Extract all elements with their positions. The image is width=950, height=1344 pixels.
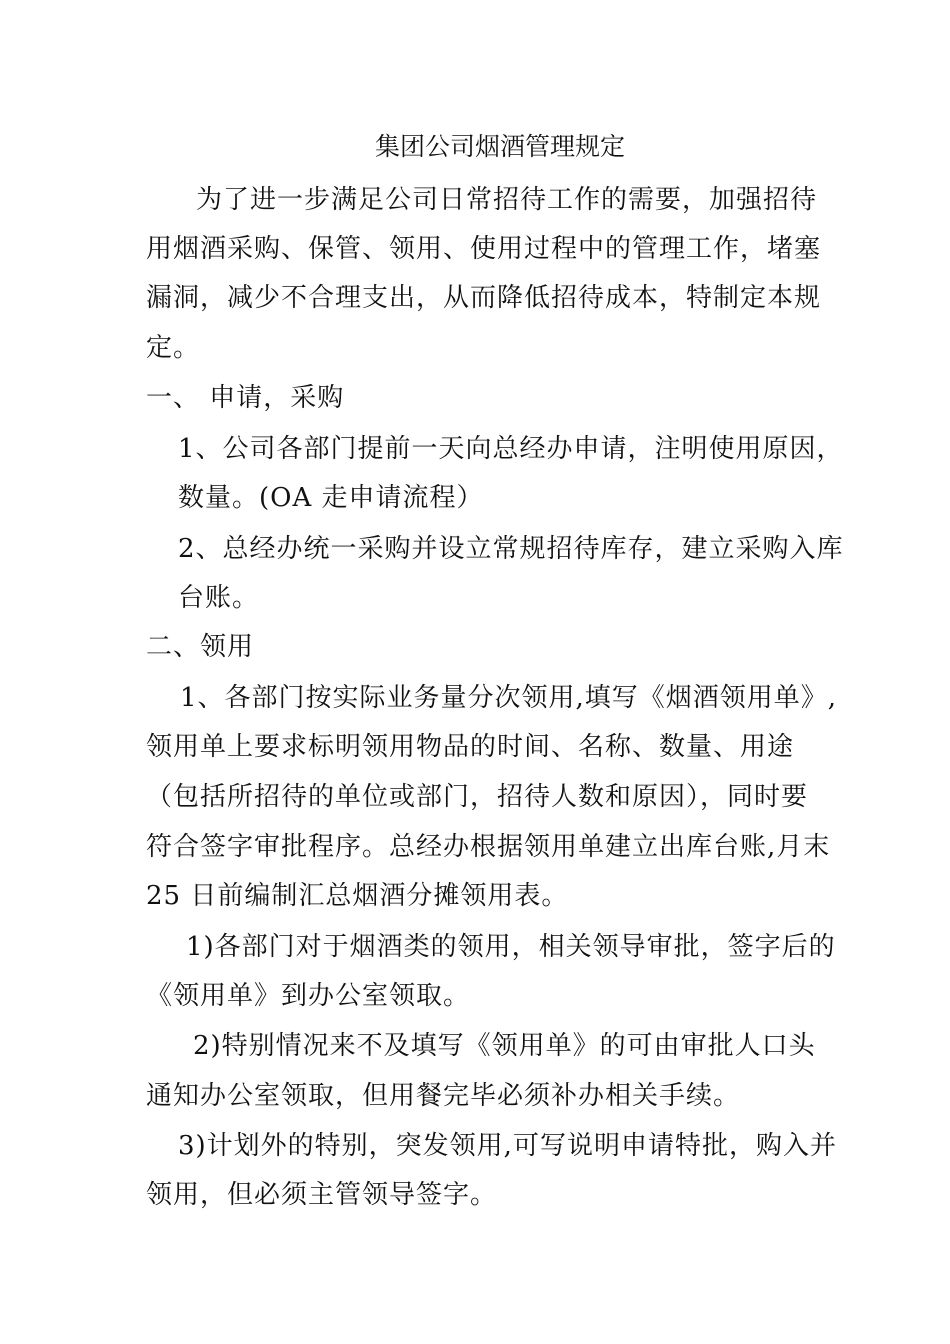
intro-line-3: 漏洞，减少不合理支出，从而降低招待成本，特制定本规 [146, 283, 822, 313]
section2-sub3-line-1: 3)计划外的特别，突发领用,可写说明申请特批，购入并 [178, 1131, 837, 1161]
section-heading-apply: 一、 申请，采购 [146, 383, 345, 413]
section2-sub2-line-1: 2)特别情况来不及填写《领用单》的可由审批人口头 [193, 1031, 816, 1061]
section2-item1-line-4: 符合签字审批程序。总经办根据领用单建立出库台账,月末 [146, 832, 831, 862]
section2-item1-line-2: 领用单上要求标明领用物品的时间、名称、数量、用途 [146, 732, 795, 762]
section1-item1-line-2: 数量。(OA 走申请流程） [178, 483, 484, 513]
section2-sub1-line-1: 1)各部门对于烟酒类的领用，相关领导审批，签字后的 [186, 932, 836, 962]
section2-item1-line-3: （包括所招待的单位或部门，招待人数和原因），同时要 [146, 782, 809, 812]
section2-sub3-line-2: 领用，但必须主管领导签字。 [146, 1180, 498, 1210]
section1-item2-line-1: 2、总经办统一采购并设立常规招待库存，建立采购入库 [178, 534, 844, 564]
section2-sub2-line-2: 通知办公室领取，但用餐完毕必须补办相关手续。 [146, 1081, 741, 1111]
section2-item1-line-1: 1、各部门按实际业务量分次领用,填写《烟酒领用单》, [180, 683, 838, 713]
section1-item2-line-2: 台账。 [178, 583, 260, 613]
section1-item1-line-1: 1、公司各部门提前一天向总经办申请，注明使用原因， [178, 434, 844, 464]
section2-item1-line-5: 25 日前编制汇总烟酒分摊领用表。 [146, 881, 569, 911]
intro-line-4: 定。 [146, 333, 201, 363]
intro-line-2: 用烟酒采购、保管、领用、使用过程中的管理工作，堵塞 [146, 234, 822, 264]
document-title: 集团公司烟酒管理规定 [374, 132, 625, 161]
intro-line-1: 为了进一步满足公司日常招待工作的需要，加强招待 [196, 185, 818, 215]
section-heading-use: 二、领用 [146, 632, 255, 662]
section2-sub1-line-2: 《领用单》到办公室领取。 [146, 981, 471, 1011]
